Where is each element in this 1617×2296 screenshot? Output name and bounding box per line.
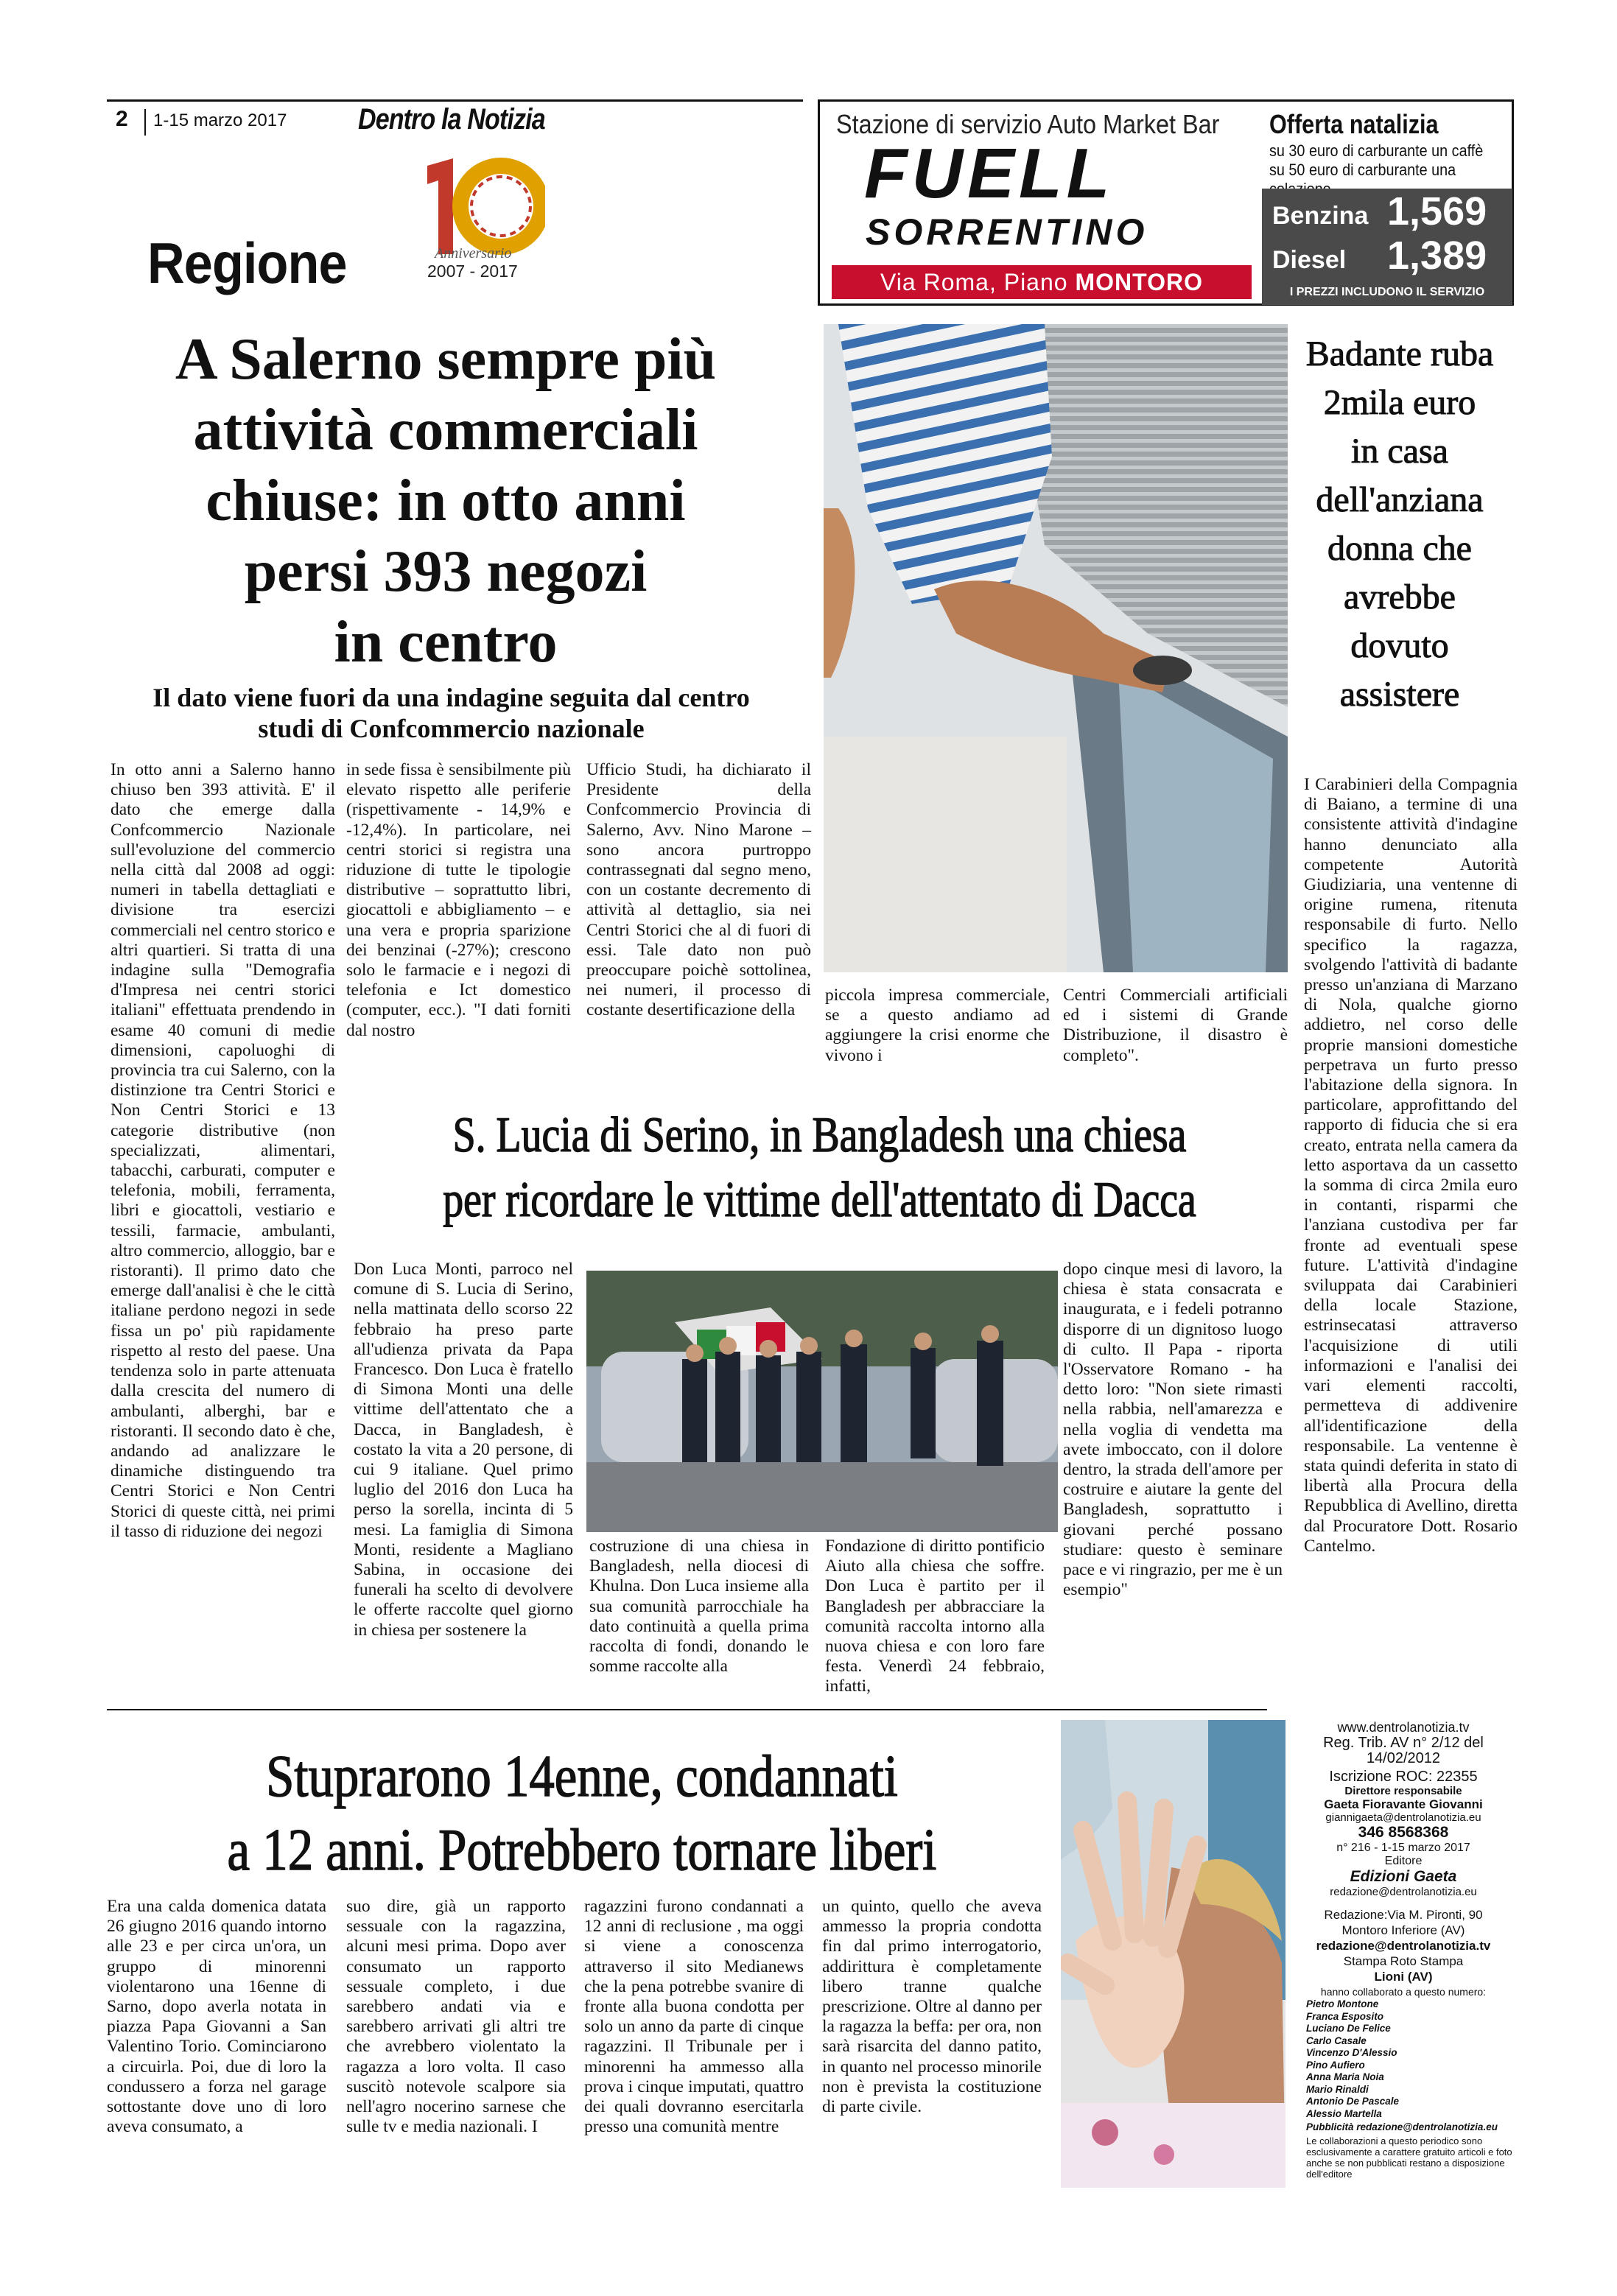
ad-address [832,265,1252,299]
price-diesel-label: Diesel [1272,246,1347,274]
page-number: 2 [116,107,128,131]
colophon-director: Gaeta Fioravante Giovanni [1324,1797,1483,1811]
main-subhead [103,682,799,744]
colophon-collab-title: hanno collaborato a questo numero: [1320,1986,1487,1998]
colophon-editor-title: Editore [1384,1855,1423,1867]
badante-headline-line: dell'anziana [1316,480,1484,519]
colophon-website[interactable]: www.dentrolanotizia.tv [1337,1720,1470,1735]
funeral-image [586,1271,1058,1532]
serino-col-4: dopo cinque mesi di lavoro, la chiesa è stata consacrata e inaugurata, e i fedeli potranno disporre di un dignitoso luogo di culto. Il Papa - riporta l'Osservatore Romano - ha detto loro: "Non siete rimasti nella rabbia, nell'amarezza e nella voglia di vendetta ma avete imboccato, con il dolore dentro, la strada dell'amore per costruire e aiutare la gente del Bangladesh, soprattutto i giovani perché possano studiare: questo è seminare pace e vi ringrazio, per me è un esempio" [1063,1260,1283,1600]
collaborator: Mario Rinaldi [1306,2083,1369,2095]
ad-offer-title: Offerta natalizia [1269,109,1439,139]
anniversary-years: 2007 - 2017 [427,261,518,281]
stupro-headline [103,1740,1061,1887]
colophon-print2: Lioni (AV) [1374,1970,1433,1984]
colophon-reg2: 14/02/2012 [1366,1750,1441,1766]
collaborator: Luciano De Felice [1306,2023,1391,2034]
serino-col-1: Don Luca Monti, parroco nel comune di S. Lucia di Serino, nella mattinata dello scorso 22 febbraio ha preso parte all'udienza privata da Papa Francesco. Don Luca è fratello di Simona Monti una delle vittime dell'attentato che a Dacca, in Bangladesh, è costato la vita a 20 persone, di cui 9 italiane. Quel primo luglio del 2016 don Luca ha perso la sorella, incinta di 5 mesi. La famiglia di Simona Monti, residente a Magliano Sabina, in occasione dei funerali ha scelto di devolvere le offerte raccolte quel giorno in chiesa per sostenere la [354,1260,573,1640]
main-col-1: In otto anni a Salerno hanno chiuso ben 393 attività. E' il dato che emerge dalla Confcommercio Nazionale sull'evoluzione del commercio nella città dal 2008 ad oggi: numeri in tabella dettagliati e divisione tra esercizi commerciali nel centro storico e altri quartieri. Si tratta di una indagine sulla "Demografia d'Impresa nei centri storici italiani" effettuata prendendo in esame 40 comuni di medie dimensioni, capoluoghi di provincia tra cui Salerno, con la distinzione tra Centri Storici e Non Centri Storici e 13 categorie distributive (non specializzati, alimentari, tabacchi, carburati, computer e telefonia, mobili, ferramenta, libri e giocattoli, vestiario e tessili, farmacie, ambulanti, altro commercio, alloggio, bar e ristoranti). Il primo dato che emerge dall'analisi è che le città italiane perdono negozi in sede fissa un po' più rapidamente rispetto al resto del paese. Una tendenza solo in parte attenuata dalla crescita del numero di ambulanti, alberghi, bar e ristoranti. Il secondo dato è che, andando ad analizzare le dinamiche distinguendo tra Centri Storici e Non Centri Storici di queste città, nei primi il tasso di riduzione dei negozi [111,760,335,1541]
price-benzina-value: 1,569 [1387,189,1487,234]
serino-headline [346,1102,1293,1232]
collaborator-list [1293,1998,1514,2134]
collaborator: Vincenzo D'Alessio [1306,2047,1397,2058]
colophon-advert: Pubblicità redazione@dentrolanotizia.eu [1306,2121,1498,2132]
section-title: Regione [147,231,347,295]
fuel-ad[interactable] [818,99,1514,306]
price-benzina-label: Benzina [1272,202,1369,230]
badante-body: I Carabinieri della Compagnia di Baiano, a termine di una consistente attività d'indagine hanno denunciato alla competente Autorità Giudiziaria, una ventenne di origine rumena, ritenuta responsabile di furto. Nello specifico la ragazza, svolgendo l'attività di badante presso un'anziana di Marzano di Nola, qualche giorno addietro, nel corso delle proprie mansioni domestiche perpetrava un furto presso l'abitazione della signora. In particolare, approfittando del rapporto di fiducia che si era creato, entrata nella camera da letto asportava da un cassetto la somma di circa 2mila euro in contanti, risparmi che l'anziana custodiva per far fronte ad eventuali spese future. L'attività d'indagine sviluppata dai Carabinieri della locale Stazione, estrinsecatasi attraverso l'acquisizione di utili informazioni e l'analisi dei vari elementi raccolti, permetteva di addivenire all'identificazione della responsabile. La ventenne è stata quindi deferita in stato di libertà alla Procura della Repubblica di Avellino, diretta dal Procuratore Dott. Rosario Cantelmo. [1304,775,1518,1556]
collaborator: Carlo Casale [1306,2035,1367,2046]
ad-station: Stazione di servizio Auto Market Bar [836,109,1220,139]
stupro-col-2: suo dire, già un rapporto sessuale con la ragazzina, alcuni mesi prima. Dopo aver consumato un rapporto sessuale completo, i due sarebbero andati via e sarebbero arrivati gli altri tre che avrebbero violentato la ragazza a loro volta. Il caso suscitò notevole scalpore sia nell'agro nocerino sarnese che sulle tv e media nazionali. I [346,1897,566,2137]
colophon-director-email[interactable]: giannigaeta@dentrolanotizia.eu [1325,1811,1481,1824]
anniversary-logo [420,151,545,291]
collaborator: Pietro Montone [1306,1998,1379,2009]
serino-headline-line: per ricordare le vittime dell'attentato di Dacca [443,1171,1196,1227]
stupro-headline-line: a 12 anni. Potrebbero tornare liberi [227,1818,937,1883]
colophon-roc: Iscrizione ROC: 22355 [1329,1769,1478,1785]
colophon-address-email[interactable]: redazione@dentrolanotizia.tv [1316,1939,1491,1953]
serino-headline-line: S. Lucia di Serino, in Bangladesh una chiesa [452,1106,1187,1162]
stupro-col-4: un quinto, quello che aveva ammesso la propria condotta fin dal primo interrogatorio, addirittura è completamente libero tranne qualche prescrizione. Oltre al danno per la ragazza la beffa: per ora, non sarà risarcita del danno patito, in quanto nel processo minorile non è prevista la costituzione di parte civile. [822,1897,1042,2117]
serino-col-3: Fondazione di diritto pontificio Aiuto alla chiesa che soffre. Don Luca è partito per il Bangladesh per abbracciare la comunità raccolta intorno alla nuova chiesa e con loro fare festa. Venerdì 24 febbraio, infatti, [825,1537,1045,1696]
badante-headline-line: avrebbe [1344,577,1456,617]
main-headline-line: persi 393 negozi [244,539,648,604]
ad-price-box [1262,189,1512,305]
main-headline [107,324,785,678]
ad-offer-line2: su 50 euro di carburante una [1269,161,1456,179]
girl-image [1061,1720,1285,2188]
shutter-photo [824,324,1288,972]
collaborator: Anna Maria Noia [1306,2071,1384,2082]
main-col-4: piccola impresa commerciale, se a questo andiamo ad aggiungere la crisi enorme che vivono i [825,986,1050,1065]
ad-brand-fuell: FUELL [864,134,1115,213]
colophon-issue: n° 216 - 1-15 marzo 2017 [1336,1842,1470,1854]
badante-headline-line: dovuto [1350,626,1449,665]
header-divider [144,109,146,136]
colophon-print1: Stampa Roto Stampa [1343,1954,1464,1968]
badante-headline-line: in casa [1351,432,1448,471]
funeral-photo [586,1271,1058,1532]
main-headline-line: attività commerciali [193,398,698,463]
colophon [1293,1720,1514,2180]
main-headline-line: A Salerno sempre più [175,327,717,392]
collaborator: Franca Esposito [1306,2010,1384,2022]
colophon-disclaimer: Le collaborazioni a questo periodico sono esclusivamente a carattere gratuito articoli e foto anche se non pubblicati restano a disposizione dell'editore [1306,2135,1512,2180]
colophon-address2: Montoro Inferiore (AV) [1341,1923,1465,1937]
page-date: 1-15 marzo 2017 [153,110,287,130]
badante-headline-line: assistere [1339,675,1460,714]
price-diesel-value: 1,389 [1387,234,1487,278]
colophon-phone: 346 8568368 [1358,1824,1449,1841]
main-subhead-line: studi di Confcommercio nazionale [258,714,645,743]
main-col-5: Centri Commerciali artificiali ed i sistemi di Grande Distribuzione, il disastro è completo". [1063,986,1288,1065]
ad-offer-line1: su 30 euro di carburante un caffè [1269,141,1484,160]
anniversary-word: Anniversario [435,245,512,261]
serino-col-2: costruzione di una chiesa in Bangladesh, nella diocesi di Khulna. Don Luca insieme alla sua comunità parrocchiale ha dato continuità a quella prima raccolta di fondi, donando le somme raccolte alla [589,1537,809,1677]
colophon-editor: Edizioni Gaeta [1350,1868,1457,1885]
colophon-director-title: Direttore responsabile [1344,1785,1462,1797]
bottom-section-rule [107,1709,1267,1710]
badante-headline-line: donna che [1327,529,1472,568]
badante-headline [1293,330,1506,719]
badante-headline-line: Badante ruba [1305,334,1494,373]
shutter-image [824,324,1288,972]
price-note: I PREZZI INCLUDONO IL SERVIZIO [1289,286,1485,298]
girl-photo [1061,1720,1285,2188]
stupro-col-1: Era una calda domenica datata 26 giugno 2016 quando intorno alle 23 e per circa un'ora, un gruppo di minorenni violentarono una 16enne di Sarno, dopo averla notata in piazza Papa Giovanni a San Valentino Torio. Cominciarono a circuirla. Poi, due di loro la condussero a forza nel garage sottostante dove uno di loro aveva consumato, a [107,1897,326,2137]
header-rule [107,99,803,102]
collaborator: Alessio Martella [1306,2107,1382,2119]
collaborator: Pino Aufiero [1306,2059,1365,2071]
main-headline-line: in centro [334,610,558,675]
colophon-reg1: Reg. Trib. AV n° 2/12 del [1323,1735,1484,1751]
stupro-col-3: ragazzini furono condannati a 12 anni di reclusione , ma oggi si viene a conoscenza attraverso il sito Medianews che la pena potrebbe svanire di fronte alla buona condotta per solo un anno da parte di cinque ragazzini. Il Tribunale per i minorenni ha ammesso alla prova i cinque imputati, quattro dei quali dovranno esercitarla presso una comunità mentre [584,1897,804,2137]
badante-headline-line: 2mila euro [1323,383,1476,422]
colophon-editor-email[interactable]: redazione@dentrolanotizia.eu [1330,1886,1477,1898]
stupro-headline-line: Stuprarono 14enne, condannati [266,1744,898,1809]
main-headline-line: chiuse: in otto anni [206,468,686,533]
colophon-address1: Redazione:Via M. Pironti, 90 [1324,1908,1483,1922]
ad-address-prefix: Via Roma, Piano [880,269,1076,295]
main-col-2: in sede fissa è sensibilmente più elevato rispetto alle periferie (rispettivamente - 14,9% e -12,4%). In particolare, nei centri storici si registra una riduzione di tutte le tipologie distributive – soprattutto libri, giocattoli e abbigliamento – e una vera e propria sparizione dei benzinai (-27%); crescono solo le farmacie e i negozi di telefonia e Ict domestico (computer, ecc.). "I dati forniti dal nostro [346,760,571,1040]
ad-address-town: MONTORO [1075,269,1203,295]
main-subhead-line: Il dato viene fuori da una indagine seguita dal centro [152,683,750,712]
main-col-3: Ufficio Studi, ha dichiarato il Presidente della Confcommercio Provincia di Salerno, Avv. Nino Marone – sono ancora purtroppo contrassegnati dal segno meno, con un costante decremento di attività al dettaglio, sia nei Centri Storici che al di fuori di essi. Tale dato non può preoccupare poichè sottolinea, nei numeri, il processo di costante desertificazione della [586,760,811,1020]
masthead: Dentro la Notizia [358,103,545,136]
collaborator: Antonio De Pascale [1306,2096,1400,2107]
ad-brand-sorrentino: SORRENTINO [866,211,1148,253]
